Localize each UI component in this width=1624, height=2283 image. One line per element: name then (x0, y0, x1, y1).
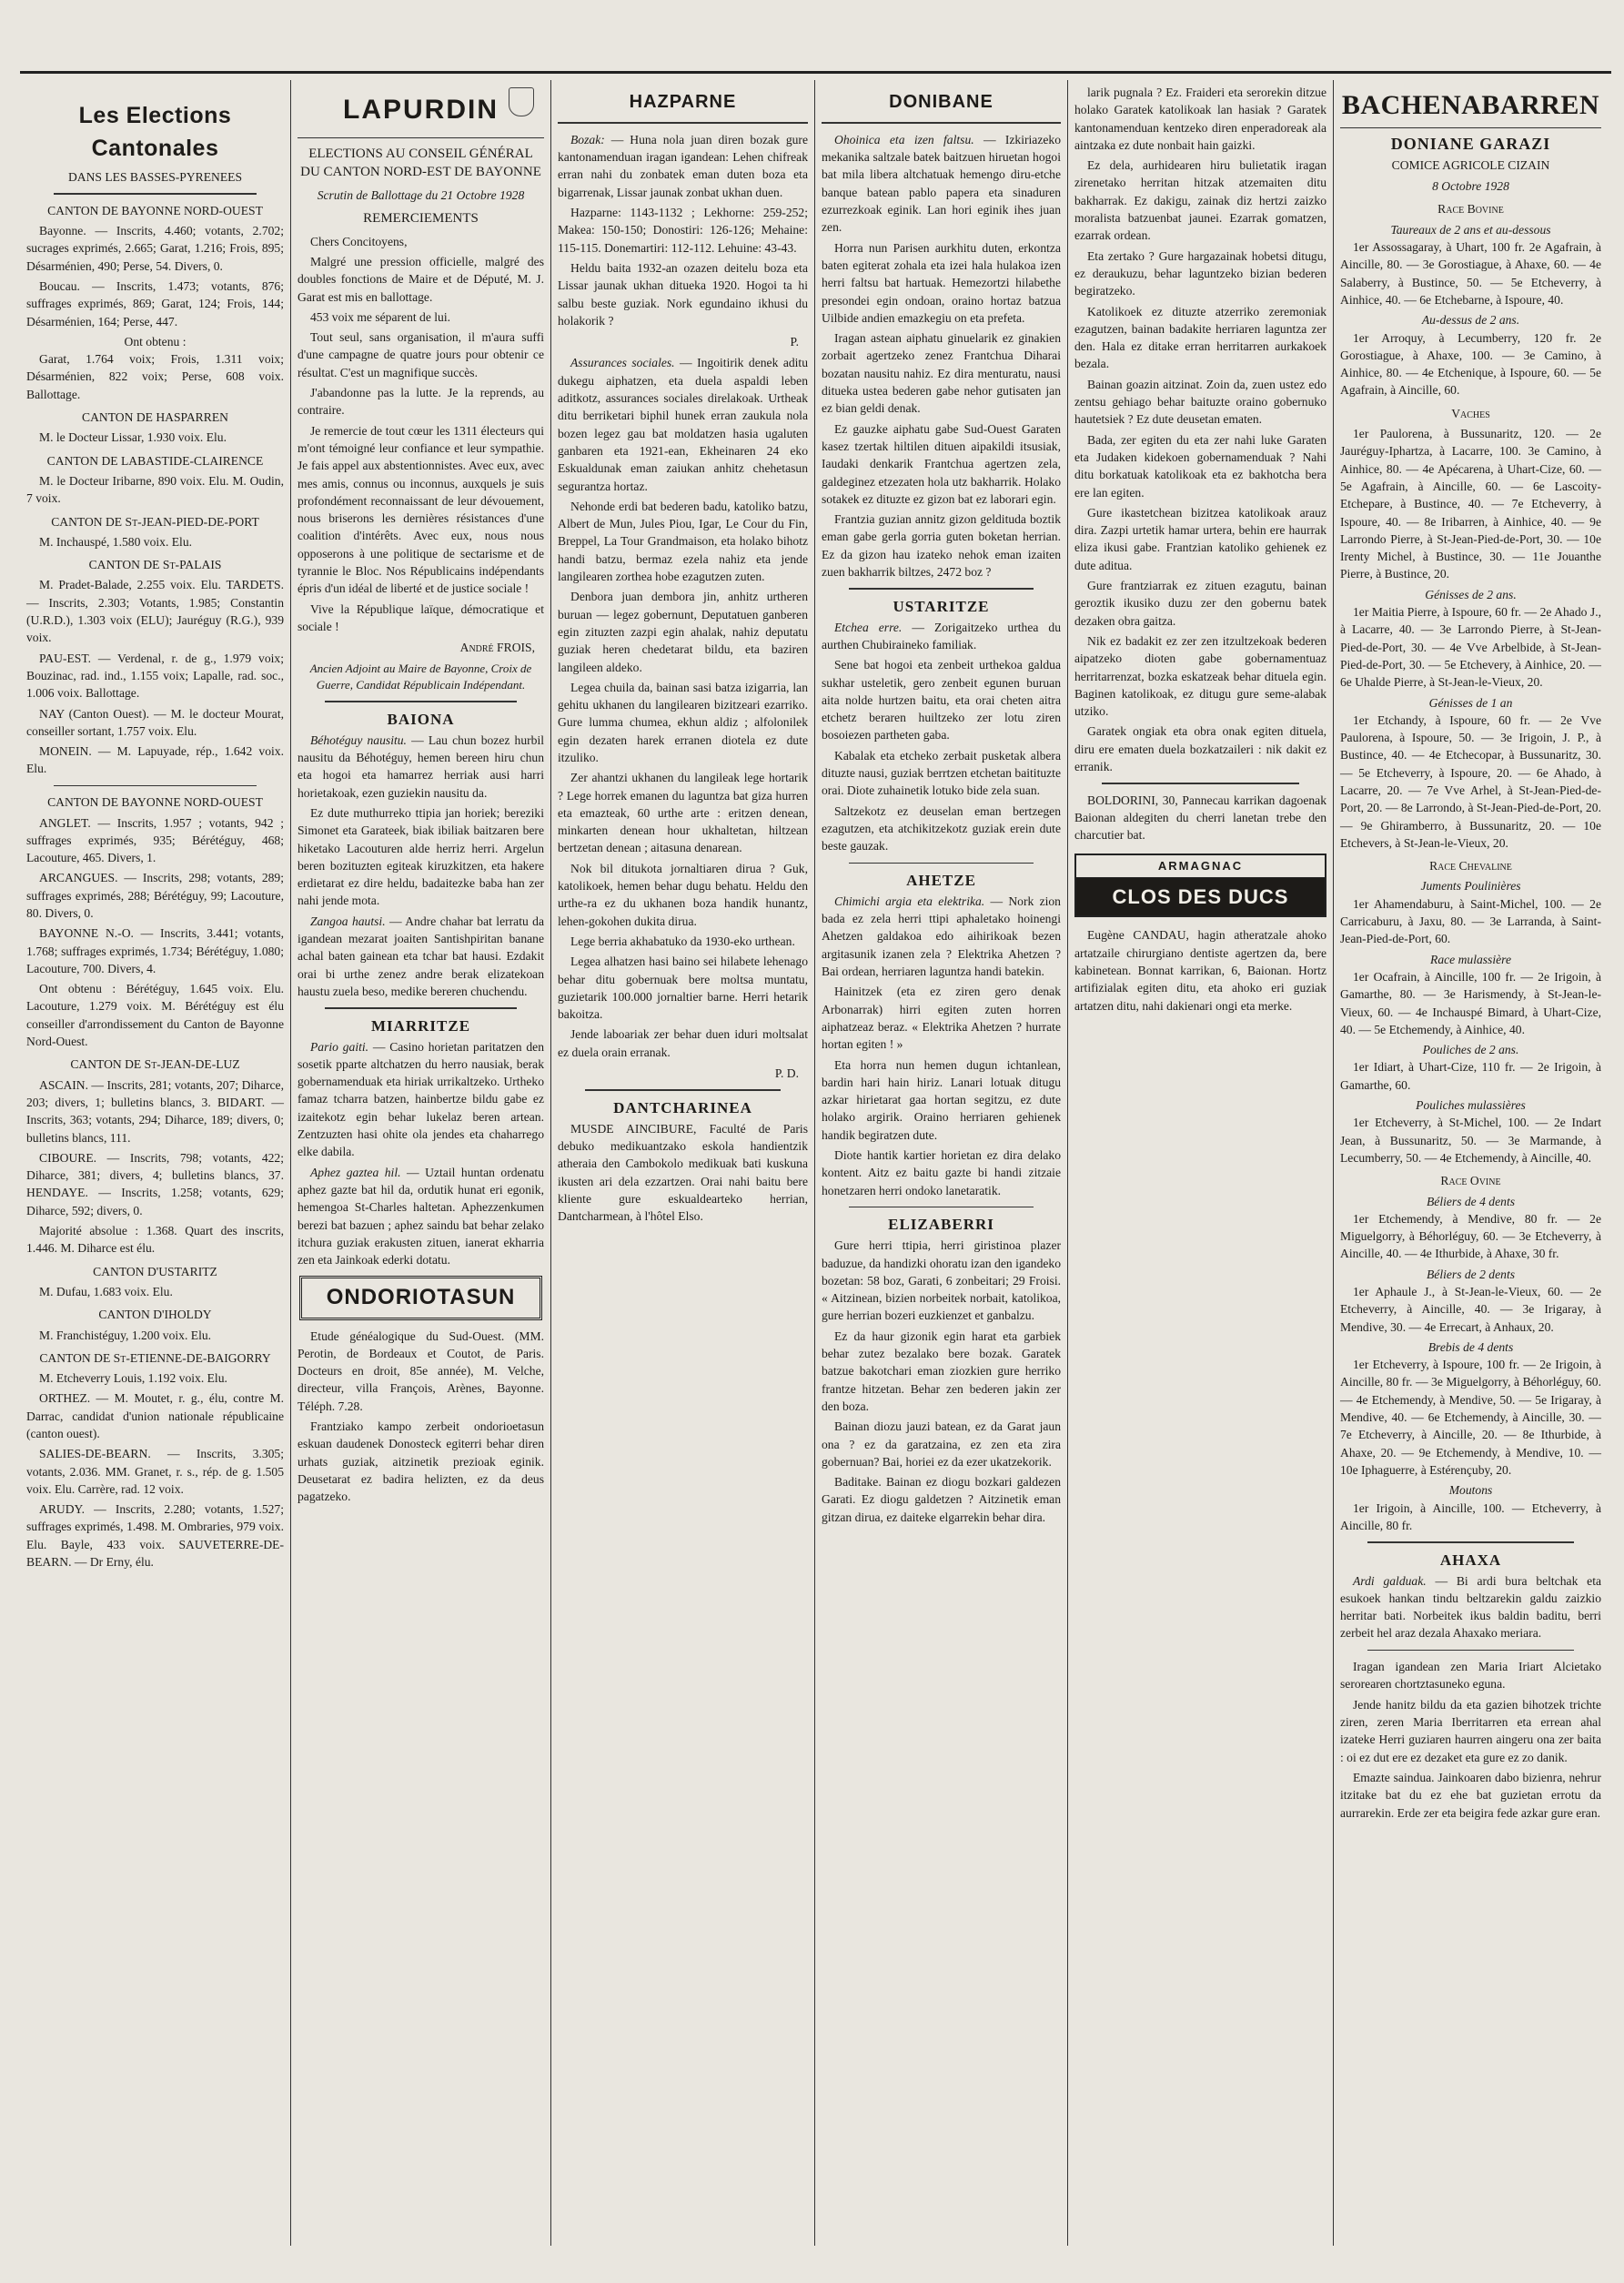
article-text: Eta zertako ? Gure hargazainak hobetsi ditugu, ez deraukuzu, behar laguntzeko bizian bederen begiratzeko. (1074, 248, 1326, 298)
section-title-ahetze: AHETZE (906, 872, 976, 890)
article-text: Baditake. Bainan ez diogu bozkari galdezen Garati. Ez diogu galdetzen ? Aitzinetik eman gitzan dirua, ez daiteke elgarrekin behar dira. (822, 1475, 1061, 1524)
result-text: Majorité absolue : 1.368. Quart des inscrits, 1.446. M. Diharce est élu. (26, 1224, 284, 1256)
divider (849, 1207, 1034, 1208)
column-hazparne (551, 80, 815, 2246)
divider (1367, 1650, 1574, 1652)
article-text: Hazparne: 1143-1132 ; Lekhorne: 259-252; Makea: 150-150; Donostiri: 126-126; Mehaine: 115-115. Donemartiri: 112-112. Lehuine: 43-43. (558, 206, 808, 255)
signature: P. D. (774, 1066, 799, 1081)
article-text: Heldu baita 1932-an ozazen deitelu boza eta Lissar jaunak ukhan ditueka 1920. Hogoi ta hi salbu beste guziak. Nork egundaino ikhusi du holakorik ? (558, 260, 808, 328)
article-text: Zer ahantzi ukhanen du langileak lege hortarik ? Lege horrek emanen du laguntza bat giza hurren eta emazteak, 60 urthe arte : eritzen denean, minkarten denean hour ukhaltetan, hiltzean bertzetan denean ; aitasuna denarean. (558, 771, 808, 855)
article-text: Nok bil ditukota jornaltiaren dirua ? Guk, katolikoek, hemen behar dugu behatu. Heldu den urthe-ra ez du ukhanen boza handik hunantz, lehen-gokohen dukita dirua. (558, 861, 808, 928)
divider (849, 588, 1034, 590)
canton-heading: CANTON DE St-PALAIS (88, 558, 222, 572)
section-title-hazparne: HAZPARNE (629, 92, 737, 112)
ad-product-name: CLOS DES DUCS (1076, 878, 1325, 915)
section-title-ustaritze: USTARITZE (893, 597, 990, 615)
article-text: Legea chuila da, bainan sasi batza izigarria, lan gehitu ukhanen du langilearen bizitzeari ezarriko. Gure lumma chumea, ekhun aldiz ; alfolonilek egin dezaten harek erranen diotela ez dute itzuliko. (558, 680, 808, 764)
article-text: Iragan astean aiphatu ginuelarik ez ginakien zorbait agertzeko zenez Frantchua Diharai bozatan nausitu nahiz. Ez dira menturatu, nausi ditueka ustea bederen gabe nehor gutisaten jan ez bian geldi denak. (822, 331, 1061, 416)
article-text: — Lau chun bozez hurbil nausitu da Béhotéguy, hemen bereen hiru chun eta hogoi eta hamarrez herriak ausi harri horietakoak, ezen guziekin nausitu da. (298, 732, 544, 800)
canton-heading: CANTON DE BAYONNE NORD-OUEST (47, 203, 263, 217)
article-text: Denbora juan dembora jin, anhitz urtheren buruan — legez gobernunt, Deputatuen ganberen egin zituzten zazpi egin ahalak, nahiz deputatu guziak heren chedetarat bildu, eta baziren langileen aldeko. (558, 590, 808, 674)
result-text: NAY (Canton Ouest). — M. le docteur Mourat, conseiller sortant, 1.757 voix. Elu. (26, 706, 284, 738)
prize-list: 1er Aphaule J., à St-Jean-le-Vieux, 60. — 2e Etcheverry, à Aincille, 40. — 3e Irigaray, à Mendive, 30. — 4e Errecart, à Anhaux, 20. (1340, 1285, 1601, 1334)
section-title-elections: Les Elections Cantonales (78, 103, 232, 161)
prize-list: 1er Paulorena, à Bussunaritz, 120. — 2e Jauréguy-Iphartza, à Lacarre, 100. 3e Camino, à Ainhice, 80. — 4e Apécarena, à Uhart-Cize, 60. — 5e Agafrain, à Aincille, 60. — 6e Lascoity-Etchepare, à Bustince, 40. — 7e Etcheverry, à Ispoure, 40. — 8e Iribarren, à Ainhice, 40. — 9e Larrondo Pierre, à St-Jean-Pied-de-Port, 30. — 10e Irenty Michel, à Bustince, 30. — 11e Jouanthe Pierre, à Bustince, 20. (1340, 427, 1601, 581)
section-title-dantcharinea: DANTCHARINEA (613, 1098, 752, 1116)
article-text: Bainan diozu jauzi batean, ez da Garat jaun ona ? ez da garatzaina, ez zen eta zira gobernuan? Bai, horiei ez da ezer ukatzekorik. (822, 1419, 1061, 1469)
section-title-elizaberri: ELIZABERRI (888, 1216, 994, 1234)
article-text: — Casino horietan paritatzen den sosetik pparte altchatzen du herro nausiak, berak gobernamenduak eta hiriak urrikaltzeko. Urtheko famaz tcharra batzen, hainbertze bildu gabe ez izaitekotz egin behar lukelaz beren artean. Zentzuzten hasi ohite ola jendes eta chaharrego elke dabila. (298, 1039, 544, 1159)
canton-heading: CANTON D'USTARITZ (93, 1264, 217, 1278)
article-lead: Béhotéguy nausitu. (310, 732, 407, 747)
category-heading: Pouliches de 2 ans. (1422, 1043, 1519, 1057)
divider (822, 122, 1061, 124)
letter-text: 453 voix me séparent de lui. (310, 309, 451, 324)
divider (585, 1089, 781, 1091)
divider (1102, 783, 1299, 784)
signature-subtitle: Ancien Adjoint au Maire de Bayonne, Croix de Guerre, Candidat Républicain Indépendant. (309, 661, 532, 692)
canton-heading: CANTON DE St-JEAN-DE-LUZ (70, 1057, 240, 1072)
result-text: Ont obtenu : Bérétéguy, 1.645 voix. Elu. Lacouture, 1.279 voix. M. Bérétéguy est élu conseiller d'arrondissement du Canton de Bayonne Nord-Ouest. (26, 982, 284, 1049)
result-text: Boucau. — Inscrits, 1.473; votants, 876; suffrages exprimés, 869; Garat, 124; Frois, 144; Désarménien, 164; Perse, 447. (26, 278, 284, 328)
armagnac-advertisement (1074, 854, 1326, 918)
divider (849, 863, 1034, 864)
category-heading: Brebis de 4 dents (1427, 1339, 1514, 1354)
category-heading: Taureaux de 2 ans et au-dessous (1390, 222, 1551, 237)
article-lead: Aphez gaztea hil. (310, 1165, 401, 1179)
section-title-ahaxa: AHAXA (1439, 1551, 1502, 1569)
canton-heading: CANTON DE LABASTIDE-CLAIRENCE (46, 453, 264, 468)
result-text: SALIES-DE-BEARN. — Inscrits, 3.305; votants, 2.036. MM. Granet, r. s., rép. de g. 1.505 voix. Elu. Carrère, rad. 12 voix. (26, 1447, 284, 1496)
divider (1367, 1541, 1574, 1543)
article-text: Ez gauzke aiphatu gabe Sud-Ouest Garaten kasez tzertak hiltilen dituen aipakildi itsusiak, Iaudaki denkarik Frantchua agertzen zela, galdeginez etzezaten hola utz bakharrik. Holako sotakek ez dituzte ez gizon bat ez laborari egin. (822, 421, 1061, 506)
announcement-heading: ELECTIONS AU CONSEIL GÉNÉRAL DU CANTON NORD-EST DE BAYONNE (300, 146, 541, 179)
article-text: Nik ez badakit ez zer zen itzultzekoak bederen aipatzeko dioten gabe gobernamentuaz herritarrenzat, bozka eskatzeak behar dituela egin. Baginen katolikoak, ez ditugu gure seme-alabak utziko. (1074, 633, 1326, 719)
result-text: Bayonne. — Inscrits, 4.460; votants, 2.702; sucrages exprimés, 2.665; Garat, 1.216; Frois, 895; Désarménien, 490; Perse, 54. Divers, 0. (26, 224, 284, 273)
category-heading: Béliers de 2 dents (1426, 1267, 1516, 1281)
article-lead: Ohoinica eta izen faltsu. (834, 132, 974, 146)
result-text: M. Franchistéguy, 1.200 voix. Elu. (39, 1328, 212, 1342)
result-text: CIBOURE. — Inscrits, 798; votants, 422; Diharce, 381; divers, 4; bulletins blancs, 37. HENDAYE. — Inscrits, 1.258; votants, 629; Diharce, 592; divers, 0. (26, 1150, 284, 1217)
race-heading: Race Ovine (1440, 1174, 1501, 1188)
article-lead: Chimichi argia eta elektrika. (834, 894, 985, 908)
canton-heading: CANTON DE St-ETIENNE-DE-BAIGORRY (39, 1350, 271, 1365)
boldorini-notice: BOLDORINI, 30, Pannecau karrikan dagoenak Baionan aldegiten du cherri lanetan trebe den charcutier bat. (1074, 793, 1326, 843)
prize-list: 1er Etchemendy, à Mendive, 80 fr. — 2e Miguelgorry, à Béhorléguy, 60. — 3e Etcheverry, à Aincille, 40. — 4e Ithurbide, à Ahaxe, 30 fr. (1340, 1211, 1601, 1261)
article-text: Sene bat hogoi eta zenbeit urthekoa galdua sukhar usteletik, gero zenbeit egunen buruan aita nolde hurtzen baitu, eta orai cheten aitra etchetz beraren huiltzeko zer lotu ziren bosoiezen partheten gaba. (822, 658, 1061, 742)
prize-list: 1er Etcheverry, à St-Michel, 100. — 2e Indart Jean, à Bussunaritz, 50. — 3e Marmande, à Lecumberry, 50. — 4e Etchemendy, à Aincille, 40. (1340, 1116, 1601, 1165)
article-text: Eta horra nun hemen dugun ichtanlean, bardin hari hain hiriz. Lanari lotuak ditugu azkar hirietarat gaa hortan segitzu, ez dute holako argirik. Oraino herriaren gehienek handik begiratzen dute. (822, 1057, 1061, 1142)
article-text: — Uztail huntan ordenatu aphez gazte bat hil da, ordutik hunat eri egonik, hemengoa St-Charles haltetan. Aphezzenkumen berezi bat bazuen ; aphez saindu bat behar zelako itchura guziak erakusten zituen, ianerat ekharria zen eta Jainkoak ederki dotatu. (298, 1165, 544, 1268)
result-text: ASCAIN. — Inscrits, 281; votants, 207; Diharce, 203; divers, 1; bulletins blancs, 3. BIDART. — Inscrits, 363; votants, 294; Diharce, 189; divers, 0; bulletins blancs, 111. (26, 1077, 284, 1145)
top-rule (20, 71, 1611, 74)
result-text: Garat, 1.764 voix; Frois, 1.311 voix; Désarménien, 822 voix; Perse, 608 voix. Ballottage. (26, 352, 284, 401)
article-lead: Etchea erre. (834, 620, 903, 634)
prize-list: 1er Etcheverry, à Ispoure, 100 fr. — 2e Irigoin, à Aincille, 80 fr. — 3e Miguelgorry, à Béhorléguy, 60. — 4e Etchemendy, à Mendive, 50. — 5e Irigaray, à Mendive, 40. — 6e Etchemendy, à Aincille, 30. — 7e Etcheverry, à Aincille, 20. — 8e Ithurbide, à Ahaxe, 20. — 9e Etchemendy, à Mendive, 10. — 10e Iphaguerre, à Estérençuby, 20. (1340, 1358, 1601, 1477)
result-text: MONEIN. — M. Lapuyade, rép., 1.642 voix. Elu. (26, 744, 284, 776)
result-text: ARUDY. — Inscrits, 2.280; votants, 1.527; suffrages exprimés, 1.498. M. Ombraries, 979 voix. Elu. Bayle, 433 voix. SAUVETERRE-DE-BEARN. — Dr Erny, élu. (26, 1502, 284, 1570)
canton-heading: CANTON DE HASPARREN (82, 410, 228, 425)
prize-list: 1er Ahamendaburu, à Saint-Michel, 100. — 2e Carricaburu, à Jaxu, 80. — 3e Larranda, à Saint-Jean-Pied-de-Port, 60. (1340, 896, 1601, 946)
prize-list: 1er Irigoin, à Aincille, 100. — Etcheverry, à Aincille, 80 fr. (1340, 1500, 1601, 1532)
column-continued (1068, 80, 1334, 2246)
comice-heading: COMICE AGRICOLE CIZAIN (1391, 157, 1550, 172)
article-text: Gure herri ttipia, herri giristinoa plazer baduzue, da handizki ohoratu izan den igandeko bozetan: 58 boz, Garati, 6 zonbeitari; 29 Froisi. « Aitzinean, bizien norbeitek norbait, katolikoa, gure herrian bozeri euzkienzet et ganbalzu. (822, 1238, 1061, 1323)
article-text: Gure ikastetchean bizitzea katolikoak arauz dira. Zazpi urtetik hamar urtera, behin ere haurrak eliza ikusi gabe. Frantzian katoliko gehienek ez dute aditua. (1074, 505, 1326, 572)
prize-list: 1er Idiart, à Uhart-Cize, 110 fr. — 2e Irigoin, à Gamarthe, 60. (1340, 1060, 1601, 1092)
category-heading: Béliers de 4 dents (1426, 1194, 1516, 1208)
letter-text: Je remercie de tout cœur les 1311 électeurs qui m'ont témoigné leur confiance et leur sympathie. Je fais appel aux abstentionnistes. Avec eux, avec mes amis, connus ou inconnus, auxquels je suis profondément reconnaissant de leur dévouement, nous briserons les dernières résistances d'une coalition d'intérêts. Avec eux, nous nous opposerons à une politique de sectarisme et de tyrannie le Bloc. Nos Républicains indépendants épris d'un idéal de liberté et de justice sociale ! (298, 423, 544, 596)
section-subtitle: DANS LES BASSES-PYRENEES (67, 170, 243, 184)
prize-list: 1er Arroquy, à Lecumberry, 120 fr. 2e Gorostiague, à Ahaxe, 100. — 3e Camino, à Ainhice, 80. — 4e Etchenique, à Ispoure, 60. — 5e Agafrain, à Aincille, 60. (1340, 330, 1601, 398)
article-lead: Ardi galduak. (1353, 1573, 1427, 1588)
category-heading: Génisses de 1 an (1428, 695, 1513, 710)
article-text: Kabalak eta etcheko zerbait pusketak albera dituzte nausi, guziak berrtzen etchetan baitituzte orai. Diote zuhainetik lotuko bide zela suan. (822, 748, 1061, 798)
category-heading: Au-dessus de 2 ans. (1421, 313, 1520, 328)
prize-list: 1er Etchandy, à Ispoure, 60 fr. — 2e Vve Paulorena, à Ispoure, 50. — 3e Irigoin, J. P., à Bustince, 40. — 4e Etchecopar, à Bussunaritz, 30. — 5e Etcheverry, à Ispoure, 20. — 6e Ahado, à Lacarre, 20. — 7e Vve Arhel, à St-Jean-Pied-de-Port, 20. — 8e Larrondo, à St-Jean-Pied-de-Port, 20. — 9e Ghiramberro, à Bussunaritz, 20. — 10e Etchevers, à St-Jean-le-Vieux, 20. (1340, 712, 1601, 850)
divider (558, 122, 808, 124)
section-title-baiona: BAIONA (387, 710, 455, 728)
article-text: Jende hanitz bildu da eta gazien bihotzek trichte ziren, zeren Maria Iberritarren eta errean ahal izateke Herri guziaren haurren aingeru ona zer baita : oi ez dut ere ez dezaket eta gure ez zo danik. (1340, 1697, 1601, 1764)
prize-list: 1er Assossagaray, à Uhart, 100 fr. 2e Agafrain, à Aincille, 80. — 3e Gorostiague, à Ahaxe, 60. — 4e Salaberry, à Bustince, 50. — 5e Etcheverry, à Ainhice, 40. — 6e Etchebarne, à Ispoure, 40. (1340, 240, 1601, 307)
letter-text: Tout seul, sans organisation, il m'aura suffi d'une campagne de quatre jours pour obtenir ce résultat. C'est un magnifique succès. (298, 330, 544, 379)
article-text: Frantzia guzian annitz gizon geldituda boztik eman gabe gerla gorria guten boketan herrian. Ez da gizon hau izateko nehok eman izaiten zuen bakharrik biltzes, 2472 boz ? (822, 512, 1061, 580)
article-text: — Nork zion bada ez zela herri ttipi aphaletako hoinengi Ahetzen galdakoa edo aihirikoak bezen argitasunik izanen zela ? Elektrika Ahetzen ? Bai ordean, herriaren laguntza handi batekin. (822, 894, 1061, 979)
columns (20, 80, 1608, 2246)
article-text: Lege berria akhabatuko da 1930-eko urthean. (570, 934, 795, 948)
scrutin-date: Scrutin de Ballottage du 21 Octobre 1928 (317, 188, 525, 203)
article-text: Frantziako kampo zerbeit ondorioetasun eskuan daudenek Donosteck egiterri behar diren urhats guziak, aitzinetik prezioak eginik. Deusetarat ez badira helizten, ez da deus pagatzeko. (298, 1419, 544, 1504)
article-lead: Pario gaiti. (310, 1039, 369, 1054)
ont-obtenu-label: Ont obtenu : (124, 334, 187, 349)
candau-notice: Eugène CANDAU, hagin atheratzale ahoko artatzaile chirurgiano dentiste agertzen da, bere kabinetean. Bonnat karrikan, 6, Baionan. Hortz artifizialak egiten ditu, eta ahoko eri guziak artatzen ditu, nahi dakienari ongi eta merke. (1074, 928, 1326, 1013)
letter-text: Chers Concitoyens, (310, 234, 408, 248)
category-heading: Moutons (1448, 1483, 1493, 1498)
section-title-miarritze: MIARRITZE (370, 1016, 471, 1035)
section-title-lapurdin: LAPURDIN (343, 95, 499, 125)
article-text: Katolikoek ez dituzte atzerriko zeremoniak ezagutzen, bainan badakite herriaren laguntza zer den. Hala ez ditake erran herritarren aurkakoek bezala. (1074, 304, 1326, 371)
article-text: Ez dute muthurreko ttipia jan horiek; bereziki Simonet eta Garateek, biak ibiliak baitzaren bere hiketako Lacouturen alde herriz herri. Argelun beren bozituzten egiteak kiruzkitzen, eta hakere erdietarat ez dire heldu, badaitezke baba han zer nahi jende mota. (298, 805, 544, 908)
category-heading: Pouliches mulassières (1416, 1098, 1526, 1113)
column-bachenabarren (1334, 80, 1608, 2246)
divider (325, 701, 517, 702)
article-text: Saltzekotz ez deuselan eman bertzegen ezagutzen, eta atchikitzekotz guziak erein dute beste gauzak. (822, 803, 1061, 854)
article-text: — Huna nola juan diren bozak gure kantonamenduan iragan igandean: Lehen chifreak erran nahi du zonbatek eman duten boza eta bigarrenak, Lissar jaunak zonbat ukhan duen. (558, 132, 808, 199)
result-text: ORTHEZ. — M. Moutet, r. g., élu, contre M. Darrac, candidat d'union nationale républicaine (canton ouest). (26, 1391, 284, 1440)
result-text: M. Inchauspé, 1.580 voix. Elu. (39, 534, 193, 549)
article-text: Etude généalogique du Sud-Ouest. (MM. Perotin, de Bordeaux et Coutot, de Paris. Docteurs en droit, 85e année), M. Velche, directeur, villa François, Arènes, Bayonne. Téléph. 7.28. (298, 1328, 544, 1413)
ondoriotasun-box: ONDORIOTASUN (299, 1276, 542, 1319)
article-text: Gure frantziarrak ez zituen ezagutu, bainan geroztik ikusiko duzu zer den gobernu batek dezaken obra gaitza. (1074, 579, 1326, 628)
category-heading: Juments Poulinières (1420, 879, 1521, 894)
signature: André FROIS, (459, 641, 535, 655)
canton-heading: CANTON DE St-JEAN-PIED-DE-PORT (51, 514, 259, 529)
column-donibane (815, 80, 1068, 2246)
article-text: — Bi ardi bura beltchak eta esukoek hankan tindu beltzarekin galdu zaizkio herritar bati. Norbeitek ikus baldin baditu, berri zerbeit hel araz dezala Ahaxako meriara. (1340, 1573, 1602, 1641)
letter-text: Malgré une pression officielle, malgré des doubles fonctions de Maire et de Député, M. J. Garat est mis en ballottage. (298, 254, 544, 304)
article-text: — Izkiriazeko mekanika saltzale batek baitzuen hiruetan hogoi bat mila libera altchatuak hemengo diru-etche banque batean pablo papera eta sinaduren ezurrezkoak eginik. Lan hori eginik ihes juan zen. (822, 132, 1062, 235)
divider (54, 785, 257, 787)
article-text: Ez dela, aurhidearen hiru bulietatik iragan zirenetako herritan hitzak atzemaiten ditu bakharrak. Ez dakigu, zainak diz hertzi zaizko moralista batzuenbat jaunei. Ezarrak gomatzen, ezarrak ordean. (1074, 158, 1326, 243)
article-text: Horra nun Parisen aurkhitu duten, erkontza baten egiterat zohala eta izei hala hulakoa izen herri faltsu bat hartuak. Hemezortzi hilabethe presondei egin ondoan, oraino hortaz batzua Uilbide andien emazkegiu on eta prefeta. (822, 240, 1061, 325)
article-text: — Zorigaitzeko urthea du aurthen Chubiraineko familiak. (822, 620, 1062, 652)
result-text: BAYONNE N.-O. — Inscrits, 3.441; votants, 1.768; suffrages exprimés, 1.734; Bérétéguy, 1.080; Lacouture, 700. Divers, 4. (26, 926, 284, 975)
column-lapurdin (291, 80, 551, 2246)
divider (1340, 127, 1601, 129)
article-text: — Ingoitirik denek aditu dukegu aiphatzen, eta duela aspaldi leben aditkotz, assurances sociales direlakoak. Urtheak ditu berriketari biphil hunek erran zaukula nola bozen legez gau bat moldatzen hasia ugaluten ganbaren eta 1921-ean, Ekheinaren 24 eko Eskualdunak eman zaiukan anhitz chehetasun segurantza hortaz. (558, 356, 809, 493)
canton-heading: CANTON D'IHOLDY (98, 1308, 212, 1322)
article-lead: Bozak: (570, 132, 605, 146)
divider (298, 137, 544, 139)
article-text: Bada, zer egiten du eta zer nahi luke Garaten eta Judaken kidekoen gobernamenduak ? Nahi ditu borkatuak katolikoak eta ez bakhotcha bera ere lan egiten. (1074, 432, 1326, 500)
divider (54, 193, 257, 195)
section-title-bachenabarren: BACHENABARREN (1341, 90, 1600, 120)
ad-brand-line: ARMAGNAC (1076, 855, 1325, 878)
result-text: M. Dufau, 1.683 voix. Elu. (39, 1284, 173, 1298)
divider (325, 1007, 517, 1009)
result-text: M. Etcheverry Louis, 1.192 voix. Elu. (39, 1371, 227, 1386)
result-text: M. le Docteur Iribarne, 890 voix. Elu. M. Oudin, 7 voix. (26, 473, 284, 506)
race-heading: Race Chevaline (1429, 859, 1512, 874)
article-text: larik pugnala ? Ez. Fraideri eta serorekin ditzue holako Garatek katolikoak lan hasiak ? Garatek kantonamenduan kentzeko diren enperadoreak ala aintzaka ez dute nonbait hain gaizki. (1074, 86, 1326, 152)
result-text: ARCANGUES. — Inscrits, 298; votants, 289; suffrages exprimés, 288; Bérétéguy, 99; Lacouture, 80. Divers, 0. (26, 871, 284, 920)
remerciements-heading: REMERCIEMENTS (363, 211, 479, 227)
article-text: Bainan goazin aitzinat. Zoin da, zuen ustez edo zentsu gehiago behar baituzte oraino gobernuko hautetsiek ? Ez dute deusetan ematen. (1074, 377, 1326, 427)
comice-date: 8 Octobre 1928 (1432, 179, 1509, 194)
prize-list: 1er Ocafrain, à Aincille, 100 fr. — 2e Irigoin, à Gamarthe, 80. — 3e Harismendy, à St-Jean-le-Vieux, 60. — 4e Inchauspé Bimard, à Uhart-Cize, 40. — 5e Etchemendy, à Ainhice, 40. (1340, 969, 1601, 1036)
article-text: — Andre chahar bat lerratu da igandean mezarat joaiten Santishpiritan banane achal baten gainean eta tchar bat hausi. Ezdakit orai bi urthe zenez andre berak elizatekoan haustu zuela beso, medike bereren chuchendu. (298, 914, 545, 998)
place-heading: DONIANE GARAZI (1390, 135, 1551, 153)
article-text: Diote hantik kartier horietan ez dira delako kontent. Aitz ez baitu gazte bi handi zitzaie honetzaren herri ondoko lanetaratik. (822, 1148, 1061, 1197)
article-text: MUSDE AINCIBURE, Faculté de Paris debuko medikuantzako eskola handientzik atheraia den Cambokolo medikuak bati kuskuna ikusten ari dela ezzartzen. Orai nahi baitu bere kliente gure eskualdearteko herrian, Dantcharmean, à l'hôtel Elso. (558, 1121, 808, 1224)
coat-of-arms-icon (509, 87, 534, 116)
result-text: M. Pradet-Balade, 2.255 voix. Elu. TARDETS. — Inscrits, 2.303; Votants, 1.985; Constantin (U.R.D.), 1.303 voix (ELU); Jauréguy (R.G.), 939 voix. (26, 578, 284, 645)
article-lead: Assurances sociales. (570, 356, 675, 370)
category-heading: Vaches (1451, 406, 1490, 420)
letter-text: Vive la République laïque, démocratique et sociale ! (298, 601, 544, 633)
result-text: ANGLET. — Inscrits, 1.957 ; votants, 942 ; suffrages exprimés, 935; Bérétéguy, 468; Lacouture, 465. Divers, 1. (26, 815, 284, 865)
prize-list: 1er Maitia Pierre, à Ispoure, 60 fr. — 2e Ahado J., à Lacarre, 40. — 3e Larrondo Pierre, à St-Jean-Pied-de-Port, 30. — 4e Vve Arbelbide, à St-Jean-Pied-de-Port, 30. — 5e Etchevery, à Ainhice, 20. — 6e Uhalde Pierre, à St-Jean-le-Vieux, 20. (1340, 605, 1601, 690)
article-text: Garatek ongiak eta obra onak egiten dituela, diru ere ematen duela bozkatzaileri : nik dakit ez erranik. (1074, 724, 1326, 773)
result-text: PAU-EST. — Verdenal, r. de g., 1.979 voix; Bouzinac, rad. ind., 1.155 voix; Lapalle, rad. soc., 1.006 voix. Ballottage. (26, 651, 284, 701)
article-text: Jende laboariak zer behar duen iduri moltsalat ez duela orain erranak. (558, 1027, 808, 1059)
article-lead: Zangoa hautsi. (310, 914, 386, 928)
section-title-donibane: DONIBANE (889, 92, 994, 112)
result-text: M. le Docteur Lissar, 1.930 voix. Elu. (39, 430, 227, 445)
race-heading: Race Bovine (1437, 202, 1504, 217)
article-text: Hainitzek (eta ez ziren gero denak Arbonarrak) hirri egiten zuten horren aiphatzeaz beraz. « Elektrika Ahetzen ? hurrate hortan egiten ! » (822, 985, 1061, 1052)
race-heading: Race mulassière (1430, 952, 1511, 966)
article-text: Iragan igandean zen Maria Iriart Alcietako serorearen chortztasuneko eguna. (1340, 1660, 1601, 1692)
letter-text: J'abandonne pas la lutte. Je la reprends, au contraire. (298, 386, 544, 418)
article-text: Legea alhatzen hasi baino sei hilabete lehenago behar ditu gobernuak bere moltsa muntatu, guzietarik 100.000 jornaltier barne. Herri hetarik bakoitza. (558, 955, 808, 1022)
canton-heading: CANTON DE BAYONNE NORD-OUEST (47, 795, 263, 810)
article-text: Emazte saindua. Jainkoaren dabo bizienra, nehrur itzitake bat du ez ehe bat guzietan errotu da aurrarekin. Erde zer eta beigira fede azkar gure eran. (1340, 1770, 1601, 1820)
signature: P. (790, 335, 799, 349)
article-text: Ez da haur gizonik egin harat eta garbiek behar zutez bezalako bere bozak. Garatek batzue bakotchari eman ziozkien gure herriko frantze hitzetan. Behar zen bederen jakin zer den boza. (822, 1328, 1061, 1413)
category-heading: Génisses de 2 ans. (1425, 587, 1517, 601)
article-text: Nehonde erdi bat bederen badu, katoliko batzu, Albert de Mun, Jules Piou, Igar, Le Cour du Fin, Breppel, La Tour Grandmaison, eta holako bihotz handi batzu, bermaz ezela nahiz eta jende langilearen zorthea hobe ezagutzen zuten. (558, 499, 808, 584)
column-elections (20, 80, 291, 2246)
